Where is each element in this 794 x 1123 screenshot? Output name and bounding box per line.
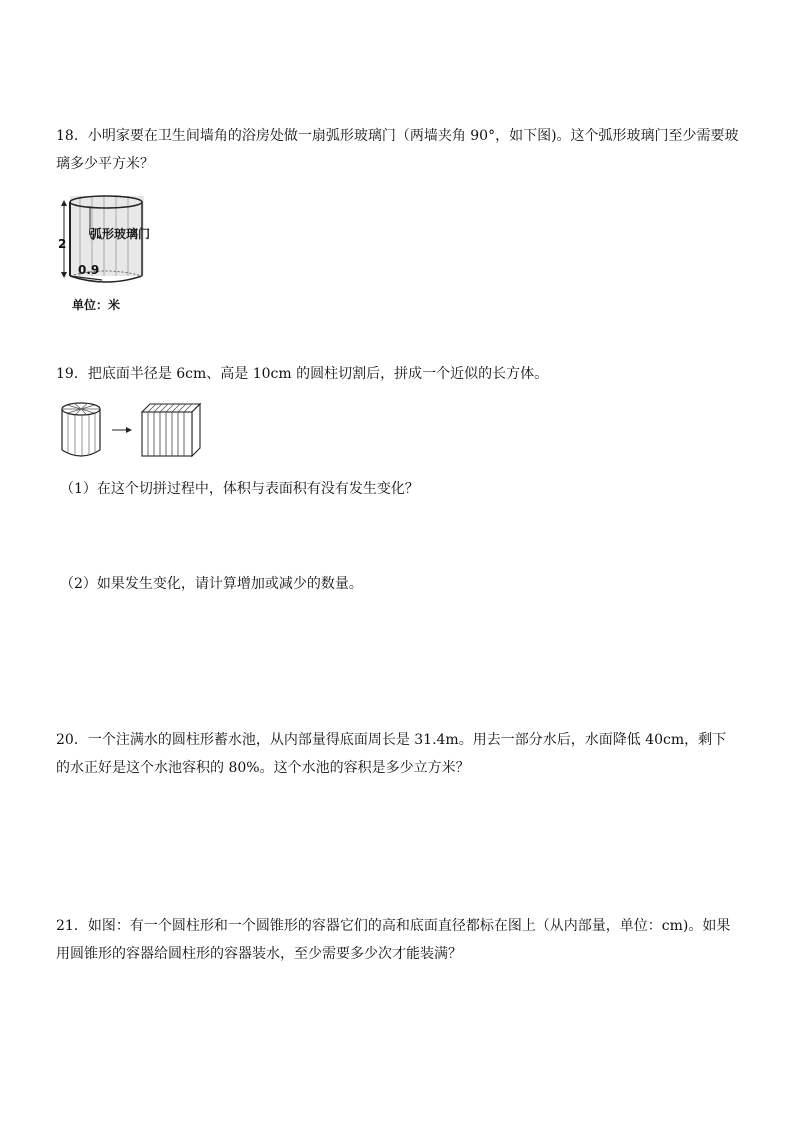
radius-label: 0.9 [78, 263, 100, 277]
question-18-text: 18．小明家要在卫生间墙角的浴房处做一扇弧形玻璃门（两墙夹角 90°，如下图)。这个弧形玻璃门至少需要玻璃多少平方米？ [56, 128, 739, 172]
question-21-text: 21．如图：有一个圆柱形和一个圆锥形的容器它们的高和底面直径都标在图上（从内部量，单位：cm)。如果用圆锥形的容器给圆柱形的容器装水，至少需要多少次才能装满？ [56, 918, 731, 962]
arc-door-figure [58, 192, 178, 316]
question-19-text: 19．把底面半径是 6cm、高是 10cm 的圆柱切割后，拼成一个近似的长方体。 [56, 366, 549, 382]
door-label: 弧形玻璃门 [90, 227, 151, 241]
cuboid-front [142, 412, 192, 456]
question-20-text: 20．一个注满水的圆柱形蓄水池，从内部量得底面周长是 31.4m。用去一部分水后，水面降低 40cm，剩下的水正好是这个水池容积的 80%。这个水池的容积是多少立方米？ [56, 732, 727, 776]
question-19-sub-2: （2）如果发生变化，请计算增加或减少的数量。 [60, 576, 363, 592]
height-label: 2 [58, 237, 67, 251]
cylinder-to-cuboid-figure [58, 400, 208, 460]
unit-label: 单位：米 [72, 298, 121, 312]
question-19-sub-1: （1）在这个切拼过程中，体积与表面积有没有发生变化？ [60, 481, 419, 497]
